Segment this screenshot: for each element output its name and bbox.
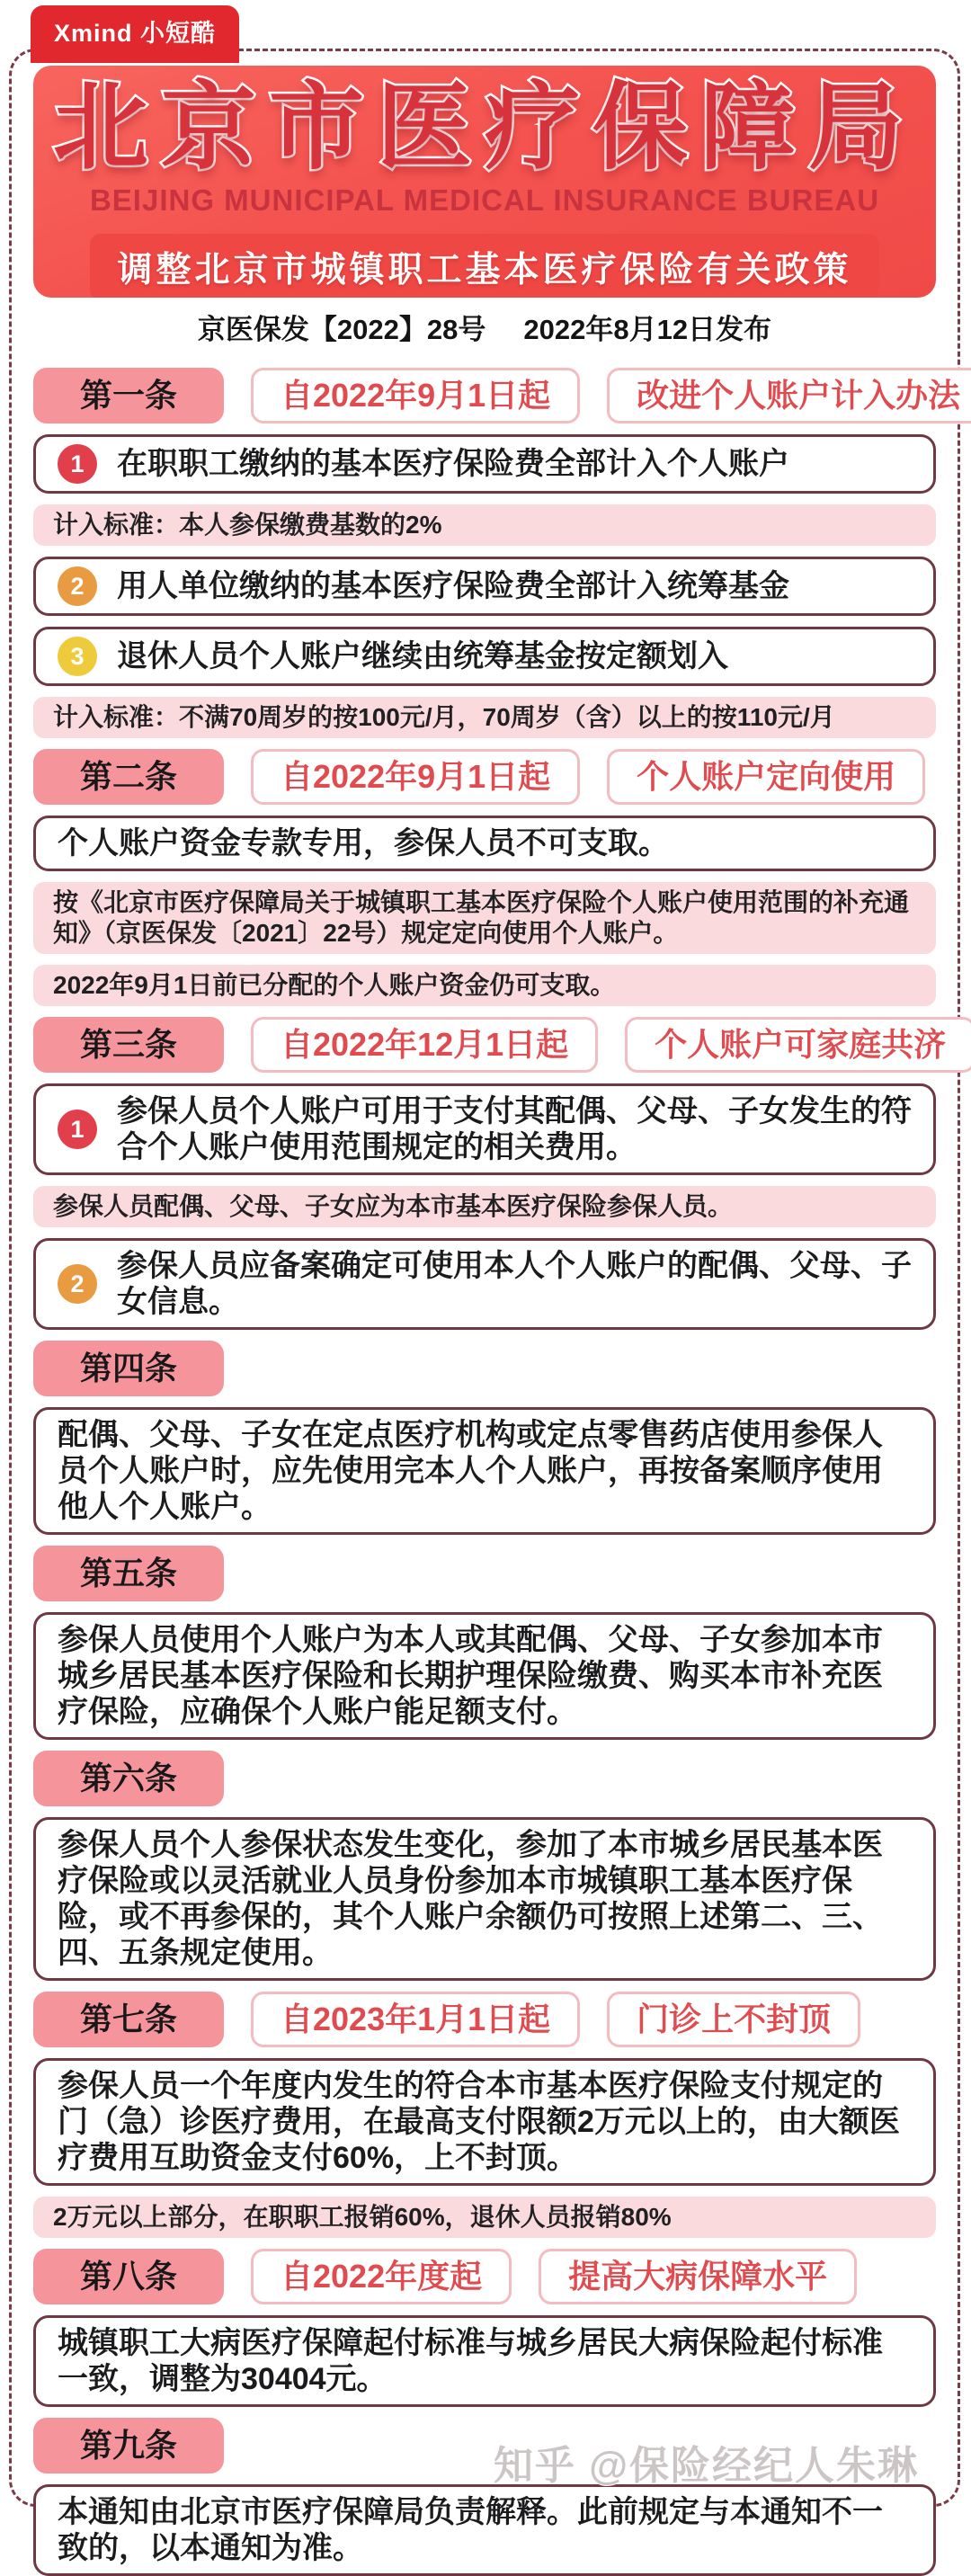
section-6-box bbox=[33, 1817, 936, 1981]
item-text: 退休人员个人账户继续由统筹基金按定额划入 bbox=[117, 639, 728, 673]
section-7-topic-tag: 门诊上不封顶 bbox=[607, 1992, 860, 2047]
item-text: 在职职工缴纳的基本医疗保险费全部计入个人账户 bbox=[117, 447, 789, 481]
section-1-item-3 bbox=[33, 627, 936, 686]
document-number: 京医保发【2022】28号 bbox=[197, 314, 486, 345]
section-7-box bbox=[33, 2058, 936, 2186]
section-7-heading bbox=[33, 1992, 936, 2047]
section-6-heading bbox=[33, 1751, 936, 1806]
xmind-badge: Xmind 小短酷 bbox=[31, 5, 239, 63]
number-2-badge: 2 bbox=[58, 566, 97, 606]
number-1-badge: 1 bbox=[58, 1110, 97, 1149]
section-3-date-tag: 自2022年12月1日起 bbox=[251, 1017, 598, 1073]
section-1-label: 第一条 bbox=[33, 368, 224, 423]
section-3-topic-tag: 个人账户可家庭共济 bbox=[625, 1017, 971, 1073]
number-1-badge: 1 bbox=[58, 444, 97, 484]
section-1-item-2 bbox=[33, 557, 936, 616]
box-text: 参保人员使用个人账户为本人或其配偶、父母、子女参加本市城乡居民基本医疗保险和长期护理保险缴费、购买本市补充医疗保险，应确保个人账户能足额支付。 bbox=[58, 1623, 883, 1729]
section-8-heading bbox=[33, 2249, 936, 2304]
box-text: 个人账户资金专款专用，参保人员不可支取。 bbox=[58, 826, 669, 860]
section-4-box bbox=[33, 1407, 936, 1535]
section-9-label: 第九条 bbox=[33, 2418, 224, 2473]
section-1-note-2: 计入标准：不满70周岁的按100元/月，70周岁（含）以上的按110元/月 bbox=[33, 697, 936, 738]
section-3-item-1 bbox=[33, 1083, 936, 1175]
number-3-badge: 3 bbox=[58, 637, 97, 676]
box-text: 本通知由北京市医疗保障局负责解释。此前规定与本通知不一致的，以本通知为准。 bbox=[58, 2495, 883, 2565]
section-3-note-1: 参保人员配偶、父母、子女应为本市基本医疗保险参保人员。 bbox=[33, 1186, 936, 1227]
document-number-line bbox=[33, 310, 936, 350]
section-8-date-tag: 自2022年度起 bbox=[251, 2249, 512, 2304]
section-2-label: 第二条 bbox=[33, 749, 224, 805]
section-7-label: 第七条 bbox=[33, 1992, 224, 2047]
section-8-topic-tag: 提高大病保障水平 bbox=[539, 2249, 857, 2304]
box-text: 参保人员个人参保状态发生变化，参加了本市城乡居民基本医疗保险或以灵活就业人员身份参加本市城镇职工基本医疗保险，或不再参保的，其个人账户余额仍可按照上述第二、三、四、五条规定使用。 bbox=[58, 1828, 883, 1970]
section-2-note-2: 2022年9月1日前已分配的个人账户资金仍可支取。 bbox=[33, 965, 936, 1006]
section-5-label: 第五条 bbox=[33, 1546, 224, 1601]
section-2-date-tag: 自2022年9月1日起 bbox=[251, 749, 580, 805]
section-3-item-2 bbox=[33, 1238, 936, 1330]
section-1-item-1 bbox=[33, 434, 936, 494]
number-2-badge: 2 bbox=[58, 1264, 97, 1304]
section-3-heading bbox=[33, 1017, 947, 1073]
header-banner-block bbox=[33, 66, 936, 298]
box-text: 参保人员一个年度内发生的符合本市基本医疗保险支付规定的门（急）诊医疗费用，在最高支付限额2万元以上的，由大额医疗费用互助资金支付60%，上不封顶。 bbox=[58, 2069, 900, 2175]
item-text: 用人单位缴纳的基本医疗保险费全部计入统筹基金 bbox=[117, 569, 789, 603]
section-1-note-1: 计入标准：本人参保缴费基数的2% bbox=[33, 504, 936, 546]
section-8-label: 第八条 bbox=[33, 2249, 224, 2304]
section-3-label: 第三条 bbox=[33, 1017, 224, 1073]
item-text: 参保人员个人账户可用于支付其配偶、父母、子女发生的符合个人账户使用范围规定的相关费用。 bbox=[117, 1094, 912, 1164]
section-7-note: 2万元以上部分，在职职工报销60%，退休人员报销80% bbox=[33, 2197, 936, 2238]
section-5-box bbox=[33, 1612, 936, 1740]
section-2-topic-tag: 个人账户定向使用 bbox=[607, 749, 925, 805]
section-6-label: 第六条 bbox=[33, 1751, 224, 1806]
section-1-heading bbox=[33, 368, 961, 423]
box-text: 配偶、父母、子女在定点医疗机构或定点零售药店使用参保人员个人账户时，应先使用完本人个人账户，再按备案顺序使用他人个人账户。 bbox=[58, 1418, 883, 1524]
box-text: 城镇职工大病医疗保障起付标准与城乡居民大病保险起付标准一致，调整为30404元。 bbox=[58, 2326, 883, 2396]
page-subtitle: BEIJING MUNICIPAL MEDICAL INSURANCE BUREAU bbox=[89, 183, 880, 218]
section-9-box bbox=[33, 2484, 936, 2576]
section-1-date-tag: 自2022年9月1日起 bbox=[251, 368, 580, 423]
section-4-label: 第四条 bbox=[33, 1341, 224, 1396]
section-8-box bbox=[33, 2315, 936, 2407]
section-5-heading bbox=[33, 1546, 936, 1601]
section-4-heading bbox=[33, 1341, 936, 1396]
section-2-heading bbox=[33, 749, 936, 805]
dashed-frame bbox=[9, 49, 961, 2565]
publish-date: 2022年8月12日发布 bbox=[523, 314, 772, 345]
item-text: 参保人员应备案确定可使用本人个人账户的配偶、父母、子女信息。 bbox=[117, 1249, 912, 1319]
section-2-note-1: 按《北京市医疗保障局关于城镇职工基本医疗保险个人账户使用范围的补充通知》（京医保发〔2021〕22号）规定定向使用个人账户。 bbox=[33, 882, 936, 954]
zhihu-watermark: 知乎 @保险经纪人朱琳 bbox=[493, 2444, 919, 2488]
page-title: 北京市医疗保障局 bbox=[53, 75, 916, 181]
section-7-date-tag: 自2023年1月1日起 bbox=[251, 1992, 580, 2047]
section-1-topic-tag: 改进个人账户计入办法 bbox=[607, 368, 971, 423]
policy-banner: 调整北京市城镇职工基本医疗保险有关政策 bbox=[90, 234, 878, 298]
section-2-box bbox=[33, 816, 936, 871]
